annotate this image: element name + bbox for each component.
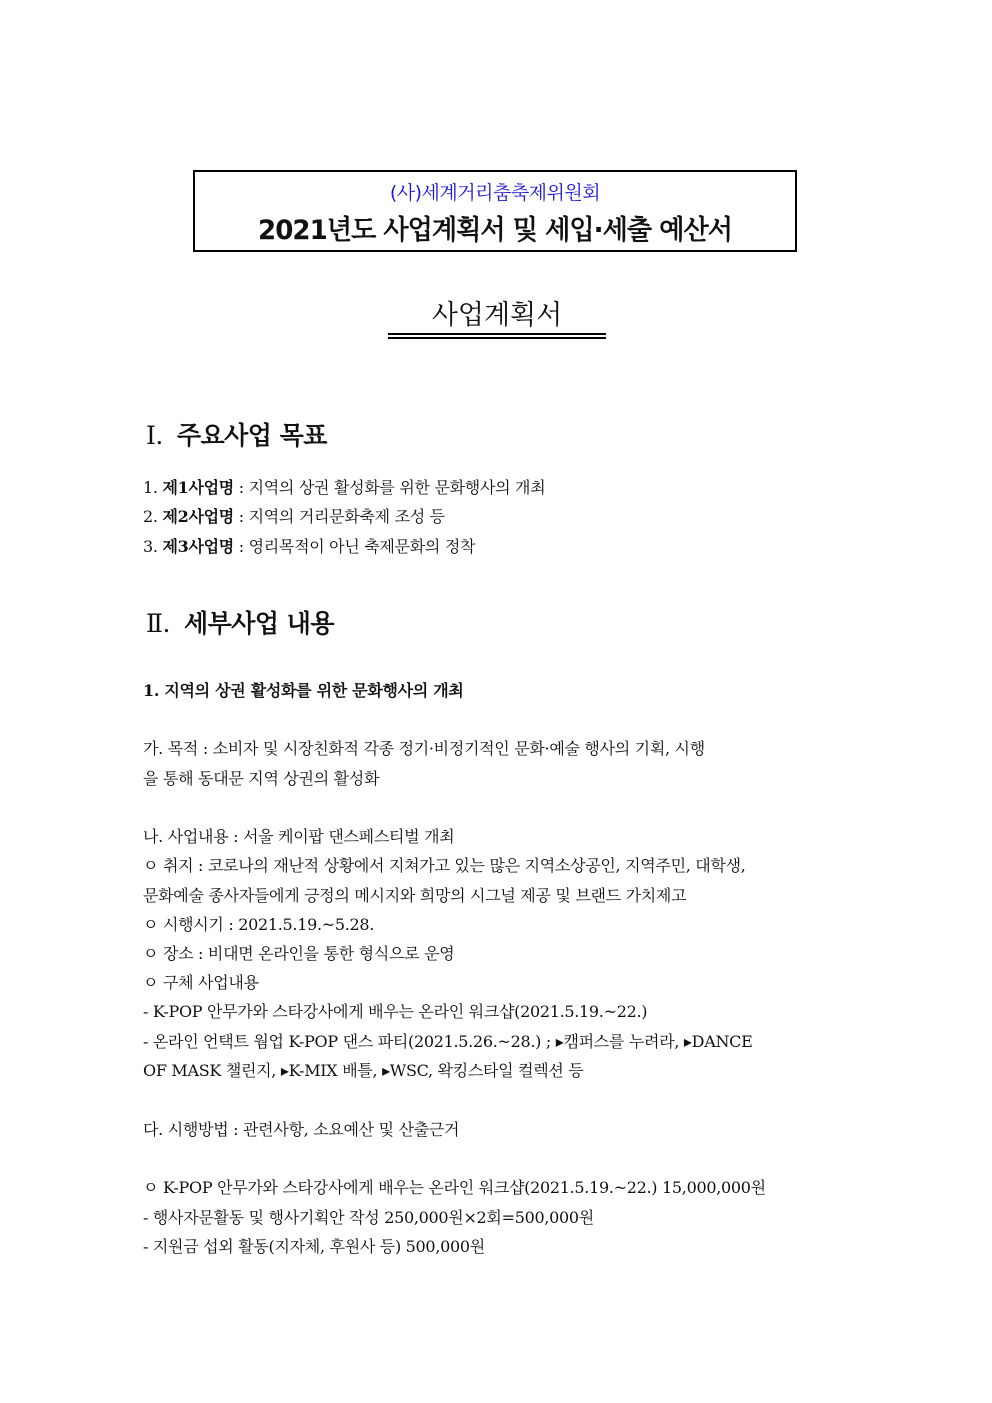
budget-line-3: - 지원금 섭외 활동(지자체, 후원사 등) 500,000원 — [143, 1237, 485, 1256]
content-line-5: ㅇ 장소 : 비대면 온라인을 통한 형식으로 운영 — [143, 944, 455, 963]
budget-line-2: - 행사자문활동 및 행사기획안 작성 250,000원×2회=500,000원 — [143, 1208, 594, 1227]
part2-heading: Ⅱ. 세부사업 내용 — [146, 609, 335, 638]
content-line-4: ㅇ 시행시기 : 2021.5.19.~5.28. — [143, 915, 375, 934]
section-title-underline — [388, 333, 606, 335]
content-line-3: 문화예술 종사자들에게 긍정의 메시지와 희망의 시그널 제공 및 브랜드 가치제고 — [143, 886, 687, 905]
purpose-line-1: 가. 목적 : 소비자 및 시장친화적 각종 정기·비정기적인 문화·예술 행사의 기획, 시행 — [143, 739, 705, 758]
organization-name: (사)세계거리춤축제위원회 — [389, 182, 601, 204]
content-line-8: - 온라인 언택트 웜업 K-POP 댄스 파티(2021.5.26.~28.) ; ▸캠퍼스를 누려라, ▸DANCE — [143, 1032, 753, 1051]
content-line-9: OF MASK 챌린지, ▸K-MIX 배틀, ▸WSC, 왁킹스타일 컬렉션 등 — [143, 1061, 584, 1080]
part1-heading: Ⅰ. 주요사업 목표 — [146, 421, 327, 450]
document-title-box — [193, 170, 797, 252]
goal-item-3: 3. 제3사업명 : 영리목적이 아닌 축제문화의 정착 — [143, 537, 476, 556]
content-line-2: ㅇ 취지 : 코로나의 재난적 상황에서 지쳐가고 있는 많은 지역소상공인, 지역주민, 대학생, — [143, 856, 746, 875]
section-title: 사업계획서 — [431, 300, 563, 331]
section-title-underline-2 — [388, 337, 606, 339]
content-line-7: - K-POP 안무가와 스타강사에게 배우는 온라인 워크샵(2021.5.19.~22.) — [143, 1002, 648, 1021]
content-line-6: ㅇ 구체 사업내용 — [143, 973, 259, 992]
content-line-1: 나. 사업내용 : 서울 케이팝 댄스페스티벌 개최 — [143, 827, 455, 846]
goal-item-2: 2. 제2사업명 : 지역의 거리문화축제 조성 등 — [143, 507, 445, 526]
budget-line-1: ㅇ K-POP 안무가와 스타강사에게 배우는 온라인 워크샵(2021.5.19.~22.) 15,000,000원 — [143, 1178, 766, 1197]
subsection-1-heading: 1. 지역의 상권 활성화를 위한 문화행사의 개최 — [143, 681, 464, 700]
goal-item-1: 1. 제1사업명 : 지역의 상권 활성화를 위한 문화행사의 개최 — [143, 478, 546, 497]
method-line: 다. 시행방법 : 관련사항, 소요예산 및 산출근거 — [143, 1120, 460, 1139]
purpose-line-2: 을 통해 동대문 지역 상권의 활성화 — [143, 769, 380, 788]
document-title: 2021년도 사업계획서 및 세입·세출 예산서 — [258, 215, 732, 246]
